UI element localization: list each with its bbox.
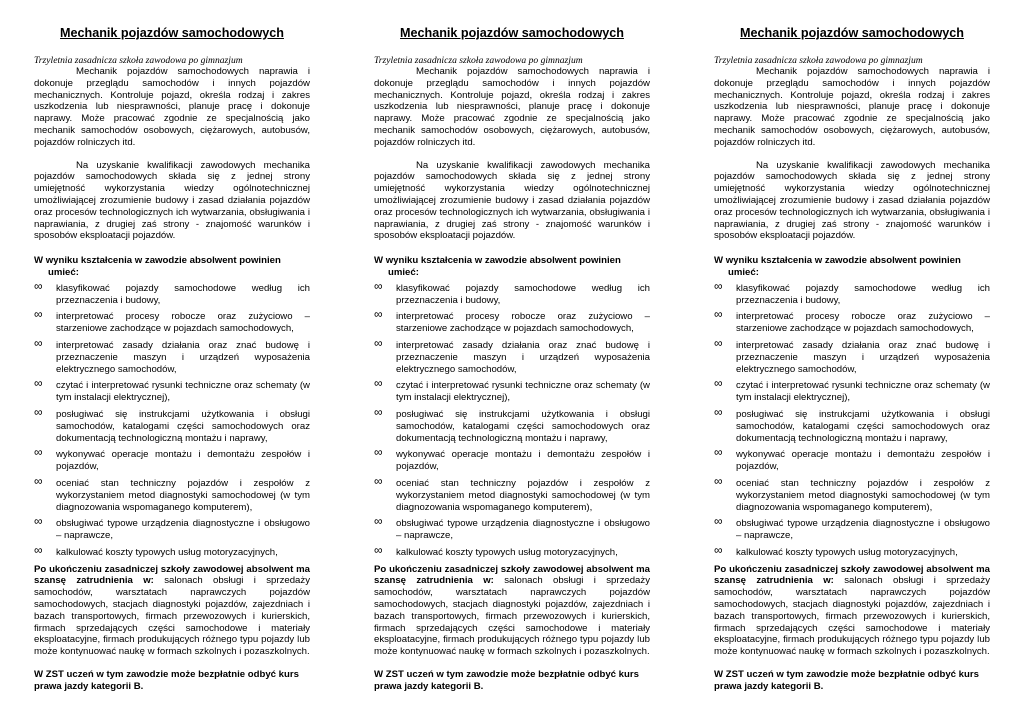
column-subtitle: Trzyletnia zasadnicza szkoła zawodowa po gimnazjum [374,55,583,66]
list-item [34,473,310,513]
list-item [374,542,650,559]
list-item-text: klasyfikować pojazdy samochodowe według ich przeznaczenia i budowy, [736,282,990,306]
infinity-bullet-icon: ∞ [374,335,383,350]
list-item [374,404,650,444]
infinity-bullet-icon: ∞ [714,445,723,460]
infinity-bullet-icon: ∞ [34,376,43,391]
list-item [714,307,990,335]
list-item [34,404,310,444]
infinity-bullet-icon: ∞ [34,335,43,350]
list-item-text: interpretować procesy robocze oraz zużyciowo – starzeniowe zachodzące w pojazdach samochodowych, [396,311,650,335]
infinity-bullet-icon: ∞ [374,473,383,488]
list-item [374,376,650,404]
column-subtitle: Trzyletnia zasadnicza szkoła zawodowa po gimnazjum [34,55,243,66]
list-item-text: kalkulować koszty typowych usług motoryzacyjnych, [736,546,958,558]
list-item [34,514,310,542]
list-item-text: interpretować procesy robocze oraz zużyciowo – starzeniowe zachodzące w pojazdach samochodowych, [736,311,990,335]
list-item-text: oceniać stan techniczny pojazdów i zespołów z wykorzystaniem metod diagnostyki samochodowej (w tym diagnozowania wspomaganego komputerem), [396,477,650,513]
employment-paragraph [714,564,990,658]
brochure-column-3 [714,26,990,693]
driving-license-note: W ZST uczeń w tym zawodzie może bezpłatnie odbyć kurs prawa jazdy kategorii B. [34,669,299,692]
list-item-text: wykonywać operacje montażu i demontażu zespołów i pojazdów, [736,449,990,473]
list-item-text: obsługiwać typowe urządzenia diagnostyczne i obsługowo – naprawcze, [736,518,990,542]
skills-heading: W wyniku kształcenia w zawodzie absolwent powinien umieć: [374,255,621,278]
employment-lead: Po ukończeniu zasadniczej szkoły zawodowej absolwent ma szansę zatrudnienia w: [714,563,990,587]
list-item [374,307,650,335]
list-item [34,278,310,307]
employment-lead: Po ukończeniu zasadniczej szkoły zawodowej absolwent ma szansę zatrudnienia w: [374,563,650,587]
infinity-bullet-icon: ∞ [34,404,43,419]
infinity-bullet-icon: ∞ [714,376,723,391]
employment-text: salonach obsługi i sprzedaży samochodów, warsztatach naprawczych pojazdów samochodowych, stacjach diagnostyki pojazdów, zajezdniach i bazach transportowych, firmach przewozowych i kurierskich, firmach sprzedających części samochodowe i materiały eksploatacyjne, firmach produkujących różnego typu pojazdy lub może kontynuować naukę w formach szkolnych i pozaszkolnych. [34,575,310,658]
list-item [374,473,650,513]
list-item-text: czytać i interpretować rysunki techniczne oraz schematy (w tym instalacji elektrycznej), [56,380,310,404]
infinity-bullet-icon: ∞ [374,445,383,460]
intro-paragraph: Mechanik pojazdów samochodowych naprawia i dokonuje przeglądu samochodów i innych pojazdów mechanicznych. Kontroluje pojazd, określa rodzaj i zakres uszkodzenia lub niesprawności, planuje pracę i dokonuje naprawy. Może pracować zgodnie ze specjalnością jako mechanik samochodów osobowych, ciężarowych, autobusów, pojazdów rolniczych itd. [34,66,310,148]
qualification-paragraph: Na uzyskanie kwalifikacji zawodowych mechanika pojazdów samochodowych składa się z jednej strony umiejętność wykorzystania wiedzy ogólnotechnicznej umożliwiającej zrozumienie budowy i zasad działania pojazdów oraz procesów technologicznych ich wytwarzania, obsługiwania i naprawiania, z drugiej zaś strony - znajomość warunków i sposobów eksploatacji pojazdów. [374,159,650,242]
list-item [714,445,990,473]
list-item [34,445,310,473]
list-item [714,514,990,542]
intro-paragraph: Mechanik pojazdów samochodowych naprawia i dokonuje przeglądu samochodów i innych pojazdów mechanicznych. Kontroluje pojazd, określa rodzaj i zakres uszkodzenia lub niesprawności, planuje pracę i dokonuje naprawy. Może pracować zgodnie ze specjalnością jako mechanik samochodów osobowych, ciężarowych, autobusów, pojazdów rolniczych itd. [714,66,990,148]
infinity-bullet-icon: ∞ [714,404,723,419]
qualification-paragraph: Na uzyskanie kwalifikacji zawodowych mechanika pojazdów samochodowych składa się z jednej strony umiejętność wykorzystania wiedzy ogólnotechnicznej umożliwiającej zrozumienie budowy i zasad działania pojazdów oraz procesów technologicznych ich wytwarzania, obsługiwania i naprawiania, z drugiej zaś strony - znajomość warunków i sposobów eksploatacji pojazdów. [714,159,990,242]
brochure-column-2 [374,26,650,693]
list-item-text: kalkulować koszty typowych usług motoryzacyjnych, [56,546,278,558]
column-title: Mechanik pojazdów samochodowych [740,26,964,40]
driving-license-note: W ZST uczeń w tym zawodzie może bezpłatnie odbyć kurs prawa jazdy kategorii B. [714,669,979,692]
employment-paragraph [34,564,310,658]
column-subtitle: Trzyletnia zasadnicza szkoła zawodowa po gimnazjum [714,55,923,66]
list-item [714,473,990,513]
list-item [374,278,650,307]
infinity-bullet-icon: ∞ [714,278,723,293]
list-item-text: czytać i interpretować rysunki techniczne oraz schematy (w tym instalacji elektrycznej), [396,380,650,404]
list-item-text: klasyfikować pojazdy samochodowe według ich przeznaczenia i budowy, [56,282,310,306]
infinity-bullet-icon: ∞ [34,445,43,460]
list-item-text: posługiwać się instrukcjami użytkowania i obsługi samochodów, katalogami części samochodowych oraz dokumentacją technologiczną montażu i naprawy, [56,408,310,444]
skills-list [714,278,990,559]
list-item-text: posługiwać się instrukcjami użytkowania i obsługi samochodów, katalogami części samochodowych oraz dokumentacją technologiczną montażu i naprawy, [736,408,990,444]
list-item [714,404,990,444]
infinity-bullet-icon: ∞ [714,307,723,322]
list-item [34,307,310,335]
list-item-text: posługiwać się instrukcjami użytkowania i obsługi samochodów, katalogami części samochodowych oraz dokumentacją technologiczną montażu i naprawy, [396,408,650,444]
skills-list [374,278,650,559]
infinity-bullet-icon: ∞ [34,307,43,322]
list-item [714,335,990,375]
infinity-bullet-icon: ∞ [34,278,43,293]
infinity-bullet-icon: ∞ [374,404,383,419]
list-item [374,335,650,375]
list-item [374,514,650,542]
qualification-paragraph: Na uzyskanie kwalifikacji zawodowych mechanika pojazdów samochodowych składa się z jednej strony umiejętność wykorzystania wiedzy ogólnotechnicznej umożliwiającej zrozumienie budowy i zasad działania pojazdów oraz procesów technologicznych ich wytwarzania, obsługiwania i naprawiania, z drugiej zaś strony - znajomość warunków i sposobów eksploatacji pojazdów. [34,159,310,242]
infinity-bullet-icon: ∞ [34,542,43,557]
list-item [34,376,310,404]
skills-list [34,278,310,559]
employment-paragraph [374,564,650,658]
infinity-bullet-icon: ∞ [34,514,43,529]
list-item-text: wykonywać operacje montażu i demontażu zespołów i pojazdów, [396,449,650,473]
list-item-text: czytać i interpretować rysunki techniczne oraz schematy (w tym instalacji elektrycznej), [736,380,990,404]
column-title: Mechanik pojazdów samochodowych [400,26,624,40]
list-item-text: oceniać stan techniczny pojazdów i zespołów z wykorzystaniem metod diagnostyki samochodowej (w tym diagnozowania wspomaganego komputerem), [736,477,990,513]
employment-lead: Po ukończeniu zasadniczej szkoły zawodowej absolwent ma szansę zatrudnienia w: [34,563,310,587]
employment-text: salonach obsługi i sprzedaży samochodów, warsztatach naprawczych pojazdów samochodowych, stacjach diagnostyki pojazdów, zajezdniach i bazach transportowych, firmach przewozowych i kurierskich, firmach sprzedających części samochodowe i materiały eksploatacyjne, firmach produkujących różnego typu pojazdy lub może kontynuować naukę w formach szkolnych i pozaszkolnych. [714,575,990,658]
list-item [374,445,650,473]
list-item-text: klasyfikować pojazdy samochodowe według ich przeznaczenia i budowy, [396,282,650,306]
infinity-bullet-icon: ∞ [374,542,383,557]
list-item-text: kalkulować koszty typowych usług motoryzacyjnych, [396,546,618,558]
skills-heading: W wyniku kształcenia w zawodzie absolwent powinien umieć: [34,255,281,278]
infinity-bullet-icon: ∞ [374,514,383,529]
column-title: Mechanik pojazdów samochodowych [60,26,284,40]
infinity-bullet-icon: ∞ [374,278,383,293]
list-item-text: interpretować zasady działania oraz znać budowę i przeznaczenie maszyn i urządzeń wyposażenia elektrycznego samochodów, [736,339,990,375]
list-item [34,335,310,375]
infinity-bullet-icon: ∞ [34,473,43,488]
list-item-text: interpretować zasady działania oraz znać budowę i przeznaczenie maszyn i urządzeń wyposażenia elektrycznego samochodów, [396,339,650,375]
infinity-bullet-icon: ∞ [714,542,723,557]
list-item [714,542,990,559]
infinity-bullet-icon: ∞ [714,335,723,350]
list-item-text: oceniać stan techniczny pojazdów i zespołów z wykorzystaniem metod diagnostyki samochodowej (w tym diagnozowania wspomaganego komputerem), [56,477,310,513]
infinity-bullet-icon: ∞ [374,376,383,391]
list-item-text: interpretować zasady działania oraz znać budowę i przeznaczenie maszyn i urządzeń wyposażenia elektrycznego samochodów, [56,339,310,375]
driving-license-note: W ZST uczeń w tym zawodzie może bezpłatnie odbyć kurs prawa jazdy kategorii B. [374,669,639,692]
list-item-text: obsługiwać typowe urządzenia diagnostyczne i obsługowo – naprawcze, [56,518,310,542]
list-item-text: obsługiwać typowe urządzenia diagnostyczne i obsługowo – naprawcze, [396,518,650,542]
infinity-bullet-icon: ∞ [714,473,723,488]
list-item-text: wykonywać operacje montażu i demontażu zespołów i pojazdów, [56,449,310,473]
list-item [714,376,990,404]
list-item [714,278,990,307]
infinity-bullet-icon: ∞ [714,514,723,529]
brochure-column-1 [34,26,310,693]
list-item [34,542,310,559]
skills-heading: W wyniku kształcenia w zawodzie absolwent powinien umieć: [714,255,961,278]
intro-paragraph: Mechanik pojazdów samochodowych naprawia i dokonuje przeglądu samochodów i innych pojazdów mechanicznych. Kontroluje pojazd, określa rodzaj i zakres uszkodzenia lub niesprawności, planuje pracę i dokonuje naprawy. Może pracować zgodnie ze specjalnością jako mechanik samochodów osobowych, ciężarowych, autobusów, pojazdów rolniczych itd. [374,66,650,148]
infinity-bullet-icon: ∞ [374,307,383,322]
list-item-text: interpretować procesy robocze oraz zużyciowo – starzeniowe zachodzące w pojazdach samochodowych, [56,311,310,335]
employment-text: salonach obsługi i sprzedaży samochodów, warsztatach naprawczych pojazdów samochodowych, stacjach diagnostyki pojazdów, zajezdniach i bazach transportowych, firmach przewozowych i kurierskich, firmach sprzedających części samochodowe i materiały eksploatacyjne, firmach produkujących różnego typu pojazdy lub może kontynuować naukę w formach szkolnych i pozaszkolnych. [374,575,650,658]
